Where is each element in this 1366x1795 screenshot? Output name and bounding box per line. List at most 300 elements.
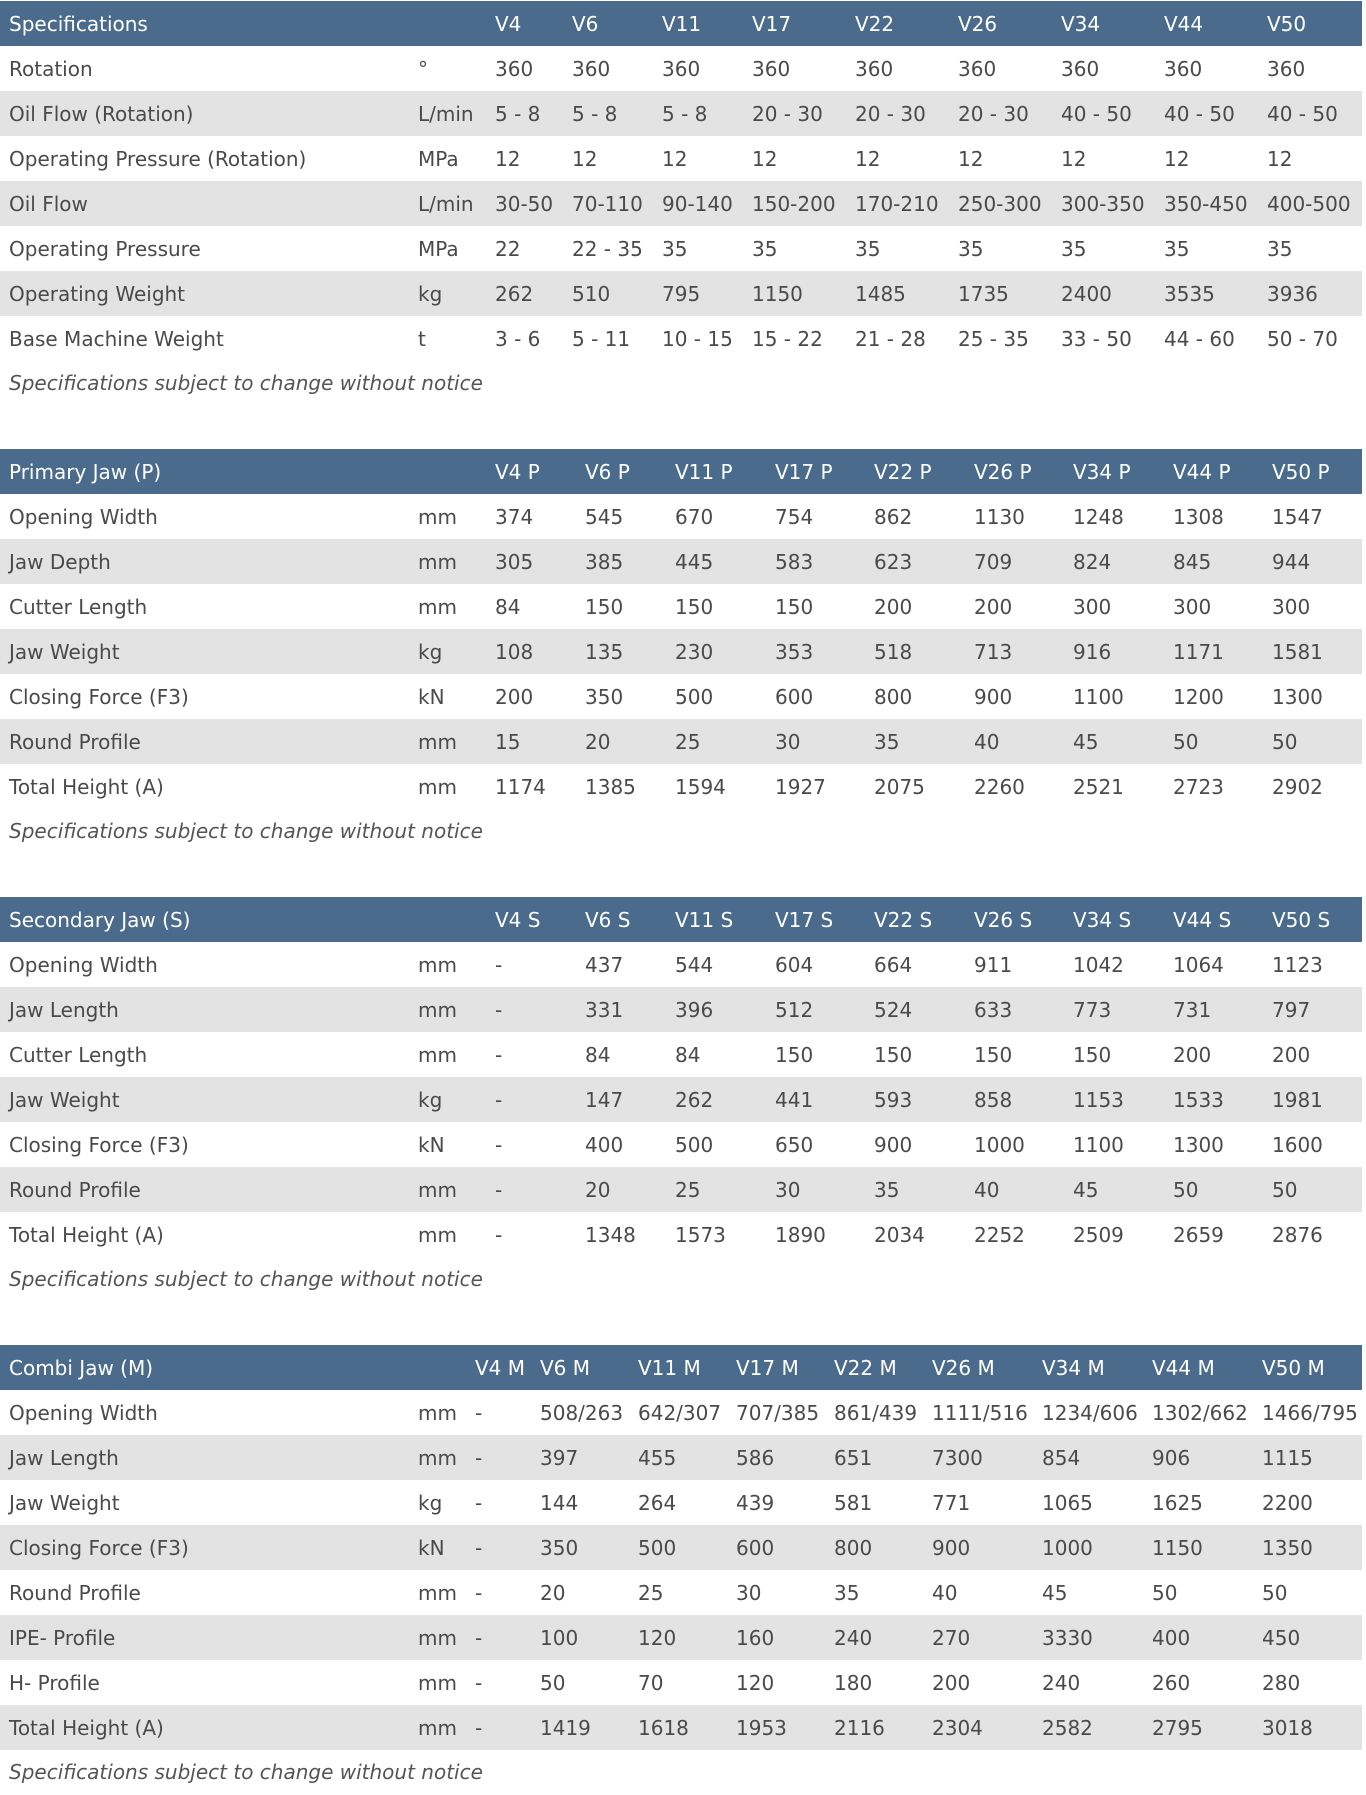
row-label: Jaw Length — [0, 987, 409, 1032]
value-cell: - — [486, 1077, 576, 1122]
row-label: Jaw Weight — [0, 629, 409, 674]
model-column-header: V4 P — [486, 449, 576, 494]
value-cell: 35 — [743, 226, 846, 271]
row-label: Opening Width — [0, 1390, 409, 1435]
header-row — [0, 1345, 1362, 1390]
value-cell: 35 — [653, 226, 743, 271]
value-cell: - — [486, 1167, 576, 1212]
unit-cell: mm — [409, 1660, 466, 1705]
unit-cell: mm — [409, 942, 486, 987]
row-label: Jaw Weight — [0, 1077, 409, 1122]
value-cell: 713 — [965, 629, 1064, 674]
row-label: Cutter Length — [0, 1032, 409, 1077]
value-cell: 400-500 — [1258, 181, 1362, 226]
value-cell: 911 — [965, 942, 1064, 987]
value-cell: 70-110 — [563, 181, 653, 226]
value-cell: 40 - 50 — [1155, 91, 1258, 136]
value-cell: 300-350 — [1052, 181, 1155, 226]
value-cell: 400 — [576, 1122, 666, 1167]
value-cell: 90-140 — [653, 181, 743, 226]
row-label: Closing Force (F3) — [0, 1122, 409, 1167]
row-label: Base Machine Weight — [0, 316, 409, 361]
unit-cell: MPa — [409, 136, 486, 181]
value-cell: 35 — [825, 1570, 923, 1615]
model-column-header: V26 — [949, 1, 1052, 46]
model-column-header: V50 — [1258, 1, 1362, 46]
value-cell: 1350 — [1253, 1525, 1362, 1570]
row-label: Jaw Weight — [0, 1480, 409, 1525]
value-cell: 12 — [563, 136, 653, 181]
table-row — [0, 1390, 1362, 1435]
value-cell: 2034 — [865, 1212, 965, 1257]
value-cell: 1600 — [1263, 1122, 1362, 1167]
table-row — [0, 271, 1362, 316]
disclaimer-note: Specifications subject to change without notice — [9, 1760, 483, 1784]
value-cell: 50 — [1143, 1570, 1253, 1615]
unit-column-header — [409, 1345, 466, 1390]
value-cell: 1625 — [1143, 1480, 1253, 1525]
value-cell: 858 — [965, 1077, 1064, 1122]
combi-jaw-table — [0, 1345, 1362, 1750]
value-cell: 1308 — [1164, 494, 1263, 539]
model-column-header: V17 — [743, 1, 846, 46]
model-column-header: V22 — [846, 1, 949, 46]
value-cell: 360 — [949, 46, 1052, 91]
value-cell: 1174 — [486, 764, 576, 809]
value-cell: 270 — [923, 1615, 1033, 1660]
value-cell: 250-300 — [949, 181, 1052, 226]
specifications-section — [0, 1, 1366, 406]
value-cell: 1618 — [629, 1705, 727, 1750]
value-cell: 360 — [653, 46, 743, 91]
model-column-header: V6 S — [576, 897, 666, 942]
model-column-header: V6 P — [576, 449, 666, 494]
value-cell: 25 — [666, 1167, 766, 1212]
value-cell: 1485 — [846, 271, 949, 316]
value-cell: 200 — [1263, 1032, 1362, 1077]
unit-column-header — [409, 897, 486, 942]
row-label: Closing Force (F3) — [0, 1525, 409, 1570]
value-cell: 508/263 — [531, 1390, 629, 1435]
value-cell: 50 — [1253, 1570, 1362, 1615]
model-column-header: V17 M — [727, 1345, 825, 1390]
value-cell: 1130 — [965, 494, 1064, 539]
value-cell: 1042 — [1064, 942, 1164, 987]
specifications-table — [0, 1, 1362, 361]
unit-cell: mm — [409, 764, 486, 809]
value-cell: 25 - 35 — [949, 316, 1052, 361]
value-cell: 360 — [1258, 46, 1362, 91]
value-cell: 50 - 70 — [1258, 316, 1362, 361]
value-cell: 906 — [1143, 1435, 1253, 1480]
table-header — [0, 1345, 1362, 1390]
model-column-header: V26 S — [965, 897, 1064, 942]
value-cell: - — [466, 1390, 531, 1435]
value-cell: 2795 — [1143, 1705, 1253, 1750]
value-cell: 773 — [1064, 987, 1164, 1032]
value-cell: 1466/795 — [1253, 1390, 1362, 1435]
value-cell: 2521 — [1064, 764, 1164, 809]
value-cell: 40 — [923, 1570, 1033, 1615]
value-cell: 33 - 50 — [1052, 316, 1155, 361]
value-cell: 45 — [1064, 1167, 1164, 1212]
table-row — [0, 226, 1362, 271]
value-cell: 262 — [486, 271, 563, 316]
value-cell: 854 — [1033, 1435, 1143, 1480]
unit-cell: kN — [409, 1525, 466, 1570]
model-column-header: V4 M — [466, 1345, 531, 1390]
value-cell: 1573 — [666, 1212, 766, 1257]
value-cell: 150 — [865, 1032, 965, 1077]
value-cell: 305 — [486, 539, 576, 584]
table-row — [0, 1212, 1362, 1257]
value-cell: 2260 — [965, 764, 1064, 809]
value-cell: 862 — [865, 494, 965, 539]
row-label: Round Profile — [0, 719, 409, 764]
disclaimer-note: Specifications subject to change without notice — [9, 1267, 483, 1291]
unit-cell: MPa — [409, 226, 486, 271]
value-cell: 280 — [1253, 1660, 1362, 1705]
unit-cell: kN — [409, 1122, 486, 1167]
value-cell: 50 — [1263, 1167, 1362, 1212]
value-cell: 800 — [865, 674, 965, 719]
value-cell: 120 — [727, 1660, 825, 1705]
value-cell: 1100 — [1064, 674, 1164, 719]
value-cell: 1000 — [1033, 1525, 1143, 1570]
value-cell: 1153 — [1064, 1077, 1164, 1122]
value-cell: 100 — [531, 1615, 629, 1660]
model-column-header: V6 M — [531, 1345, 629, 1390]
model-column-header: V6 — [563, 1, 653, 46]
value-cell: 260 — [1143, 1660, 1253, 1705]
model-column-header: V4 — [486, 1, 563, 46]
unit-cell: ° — [409, 46, 486, 91]
table-row — [0, 1660, 1362, 1705]
table-row — [0, 987, 1362, 1032]
value-cell: 1300 — [1164, 1122, 1263, 1167]
value-cell: 455 — [629, 1435, 727, 1480]
value-cell: 35 — [949, 226, 1052, 271]
table-row — [0, 1435, 1362, 1480]
value-cell: 824 — [1064, 539, 1164, 584]
value-cell: 50 — [1164, 719, 1263, 764]
value-cell: 450 — [1253, 1615, 1362, 1660]
value-cell: 2582 — [1033, 1705, 1143, 1750]
value-cell: 1547 — [1263, 494, 1362, 539]
value-cell: 360 — [846, 46, 949, 91]
table-row — [0, 629, 1362, 674]
value-cell: 2116 — [825, 1705, 923, 1750]
value-cell: 1953 — [727, 1705, 825, 1750]
unit-cell: kg — [409, 271, 486, 316]
value-cell: 385 — [576, 539, 666, 584]
unit-cell: t — [409, 316, 486, 361]
value-cell: 360 — [743, 46, 846, 91]
value-cell: 331 — [576, 987, 666, 1032]
value-cell: 1100 — [1064, 1122, 1164, 1167]
value-cell: 593 — [865, 1077, 965, 1122]
value-cell: 1111/516 — [923, 1390, 1033, 1435]
row-label: Round Profile — [0, 1570, 409, 1615]
value-cell: 240 — [1033, 1660, 1143, 1705]
value-cell: 400 — [1143, 1615, 1253, 1660]
value-cell: 441 — [766, 1077, 865, 1122]
row-label: Round Profile — [0, 1167, 409, 1212]
table-row — [0, 1167, 1362, 1212]
unit-cell: mm — [409, 1167, 486, 1212]
row-label: Closing Force (F3) — [0, 674, 409, 719]
primary-jaw-section — [0, 449, 1366, 854]
unit-column-header — [409, 449, 486, 494]
value-cell: 604 — [766, 942, 865, 987]
model-column-header: V44 P — [1164, 449, 1263, 494]
value-cell: 350 — [576, 674, 666, 719]
value-cell: 300 — [1263, 584, 1362, 629]
model-column-header: V11 S — [666, 897, 766, 942]
value-cell: 50 — [1263, 719, 1362, 764]
value-cell: 35 — [846, 226, 949, 271]
value-cell: 360 — [486, 46, 563, 91]
model-column-header: V44 M — [1143, 1345, 1253, 1390]
table-row — [0, 1032, 1362, 1077]
table-row — [0, 1525, 1362, 1570]
value-cell: - — [466, 1525, 531, 1570]
unit-cell: L/min — [409, 91, 486, 136]
value-cell: 845 — [1164, 539, 1263, 584]
value-cell: - — [466, 1705, 531, 1750]
unit-cell: mm — [409, 584, 486, 629]
value-cell: 150 — [965, 1032, 1064, 1077]
value-cell: 200 — [923, 1660, 1033, 1705]
value-cell: 633 — [965, 987, 1064, 1032]
value-cell: 150 — [1064, 1032, 1164, 1077]
value-cell: 500 — [666, 1122, 766, 1167]
value-cell: 1000 — [965, 1122, 1064, 1167]
value-cell: 581 — [825, 1480, 923, 1525]
value-cell: - — [486, 1032, 576, 1077]
table-body — [0, 1390, 1362, 1750]
model-column-header: V34 — [1052, 1, 1155, 46]
table-header — [0, 1, 1362, 46]
value-cell: 12 — [846, 136, 949, 181]
value-cell: 360 — [563, 46, 653, 91]
value-cell: 350-450 — [1155, 181, 1258, 226]
value-cell: 360 — [1052, 46, 1155, 91]
value-cell: 500 — [629, 1525, 727, 1570]
unit-cell: mm — [409, 1705, 466, 1750]
value-cell: 12 — [1052, 136, 1155, 181]
value-cell: 861/439 — [825, 1390, 923, 1435]
value-cell: 1200 — [1164, 674, 1263, 719]
model-column-header: V17 S — [766, 897, 865, 942]
value-cell: 170-210 — [846, 181, 949, 226]
value-cell: 445 — [666, 539, 766, 584]
table-row — [0, 1705, 1362, 1750]
table-row — [0, 1122, 1362, 1167]
header-row — [0, 1, 1362, 46]
value-cell: 12 — [743, 136, 846, 181]
value-cell: 150 — [666, 584, 766, 629]
value-cell: 510 — [563, 271, 653, 316]
value-cell: 150 — [766, 1032, 865, 1077]
value-cell: 84 — [666, 1032, 766, 1077]
value-cell: 22 — [486, 226, 563, 271]
table-row — [0, 494, 1362, 539]
value-cell: 20 - 30 — [743, 91, 846, 136]
row-label: Operating Pressure — [0, 226, 409, 271]
value-cell: 916 — [1064, 629, 1164, 674]
value-cell: 300 — [1064, 584, 1164, 629]
value-cell: 439 — [727, 1480, 825, 1525]
primary-jaw-table — [0, 449, 1362, 809]
table-row — [0, 316, 1362, 361]
value-cell: 30 — [766, 719, 865, 764]
value-cell: 797 — [1263, 987, 1362, 1032]
value-cell: 2400 — [1052, 271, 1155, 316]
value-cell: 35 — [865, 1167, 965, 1212]
table-row — [0, 181, 1362, 226]
value-cell: - — [466, 1615, 531, 1660]
value-cell: 12 — [486, 136, 563, 181]
value-cell: 44 - 60 — [1155, 316, 1258, 361]
value-cell: 150 — [766, 584, 865, 629]
value-cell: 2659 — [1164, 1212, 1263, 1257]
value-cell: - — [466, 1570, 531, 1615]
value-cell: 2902 — [1263, 764, 1362, 809]
value-cell: - — [486, 1212, 576, 1257]
value-cell: 230 — [666, 629, 766, 674]
value-cell: 1065 — [1033, 1480, 1143, 1525]
table-row — [0, 1480, 1362, 1525]
value-cell: 900 — [865, 1122, 965, 1167]
unit-cell: mm — [409, 1435, 466, 1480]
value-cell: 583 — [766, 539, 865, 584]
value-cell: 150 — [576, 584, 666, 629]
table-row — [0, 674, 1362, 719]
combi-jaw-section — [0, 1345, 1366, 1795]
value-cell: 670 — [666, 494, 766, 539]
unit-cell: kN — [409, 674, 486, 719]
value-cell: 600 — [727, 1525, 825, 1570]
model-column-header: V34 M — [1033, 1345, 1143, 1390]
value-cell: 2252 — [965, 1212, 1064, 1257]
value-cell: 1150 — [1143, 1525, 1253, 1570]
unit-cell: kg — [409, 629, 486, 674]
table-header — [0, 897, 1362, 942]
unit-cell: mm — [409, 987, 486, 1032]
value-cell: 12 — [653, 136, 743, 181]
table-body — [0, 46, 1362, 361]
value-cell: - — [486, 1122, 576, 1167]
value-cell: 300 — [1164, 584, 1263, 629]
row-label: IPE- Profile — [0, 1615, 409, 1660]
value-cell: 200 — [1164, 1032, 1263, 1077]
row-label: Rotation — [0, 46, 409, 91]
value-cell: 600 — [766, 674, 865, 719]
model-column-header: V4 S — [486, 897, 576, 942]
value-cell: 40 - 50 — [1258, 91, 1362, 136]
row-label: Oil Flow — [0, 181, 409, 226]
disclaimer-note: Specifications subject to change without notice — [9, 371, 483, 395]
value-cell: 5 - 11 — [563, 316, 653, 361]
row-label: Jaw Length — [0, 1435, 409, 1480]
table-row — [0, 584, 1362, 629]
value-cell: 374 — [486, 494, 576, 539]
table-row — [0, 1077, 1362, 1122]
value-cell: 500 — [666, 674, 766, 719]
value-cell: 944 — [1263, 539, 1362, 584]
value-cell: 264 — [629, 1480, 727, 1525]
value-cell: 1171 — [1164, 629, 1263, 674]
value-cell: 360 — [1155, 46, 1258, 91]
value-cell: 240 — [825, 1615, 923, 1660]
value-cell: 397 — [531, 1435, 629, 1480]
value-cell: 70 — [629, 1660, 727, 1705]
row-label: Cutter Length — [0, 584, 409, 629]
secondary-jaw-table — [0, 897, 1362, 1257]
model-column-header: V26 P — [965, 449, 1064, 494]
value-cell: 709 — [965, 539, 1064, 584]
value-cell: 3936 — [1258, 271, 1362, 316]
unit-cell: L/min — [409, 181, 486, 226]
value-cell: 1064 — [1164, 942, 1263, 987]
section-title: Combi Jaw (M) — [0, 1345, 409, 1390]
unit-cell: mm — [409, 539, 486, 584]
value-cell: 623 — [865, 539, 965, 584]
value-cell: 10 - 15 — [653, 316, 743, 361]
unit-cell: kg — [409, 1480, 466, 1525]
value-cell: 15 - 22 — [743, 316, 846, 361]
model-column-header: V22 M — [825, 1345, 923, 1390]
value-cell: 2075 — [865, 764, 965, 809]
model-column-header: V50 S — [1263, 897, 1362, 942]
value-cell: 512 — [766, 987, 865, 1032]
section-title: Specifications — [0, 1, 409, 46]
table-row — [0, 539, 1362, 584]
value-cell: 135 — [576, 629, 666, 674]
table-row — [0, 46, 1362, 91]
value-cell: 30 — [766, 1167, 865, 1212]
value-cell: 150-200 — [743, 181, 846, 226]
value-cell: 35 — [1258, 226, 1362, 271]
value-cell: 1123 — [1263, 942, 1362, 987]
value-cell: 1150 — [743, 271, 846, 316]
value-cell: 5 - 8 — [653, 91, 743, 136]
model-column-header: V11 M — [629, 1345, 727, 1390]
value-cell: 3 - 6 — [486, 316, 563, 361]
header-row — [0, 897, 1362, 942]
model-column-header: V34 S — [1064, 897, 1164, 942]
unit-cell: mm — [409, 1615, 466, 1660]
table-header — [0, 449, 1362, 494]
value-cell: 664 — [865, 942, 965, 987]
value-cell: 45 — [1064, 719, 1164, 764]
value-cell: 707/385 — [727, 1390, 825, 1435]
value-cell: 200 — [965, 584, 1064, 629]
value-cell: 20 - 30 — [949, 91, 1052, 136]
header-row — [0, 449, 1362, 494]
value-cell: 642/307 — [629, 1390, 727, 1435]
value-cell: 12 — [949, 136, 1052, 181]
value-cell: 262 — [666, 1077, 766, 1122]
unit-cell: mm — [409, 1390, 466, 1435]
value-cell: 1300 — [1263, 674, 1362, 719]
value-cell: 1890 — [766, 1212, 865, 1257]
value-cell: 12 — [1155, 136, 1258, 181]
row-label: Operating Weight — [0, 271, 409, 316]
disclaimer-note: Specifications subject to change without notice — [9, 819, 483, 843]
table-row — [0, 1570, 1362, 1615]
